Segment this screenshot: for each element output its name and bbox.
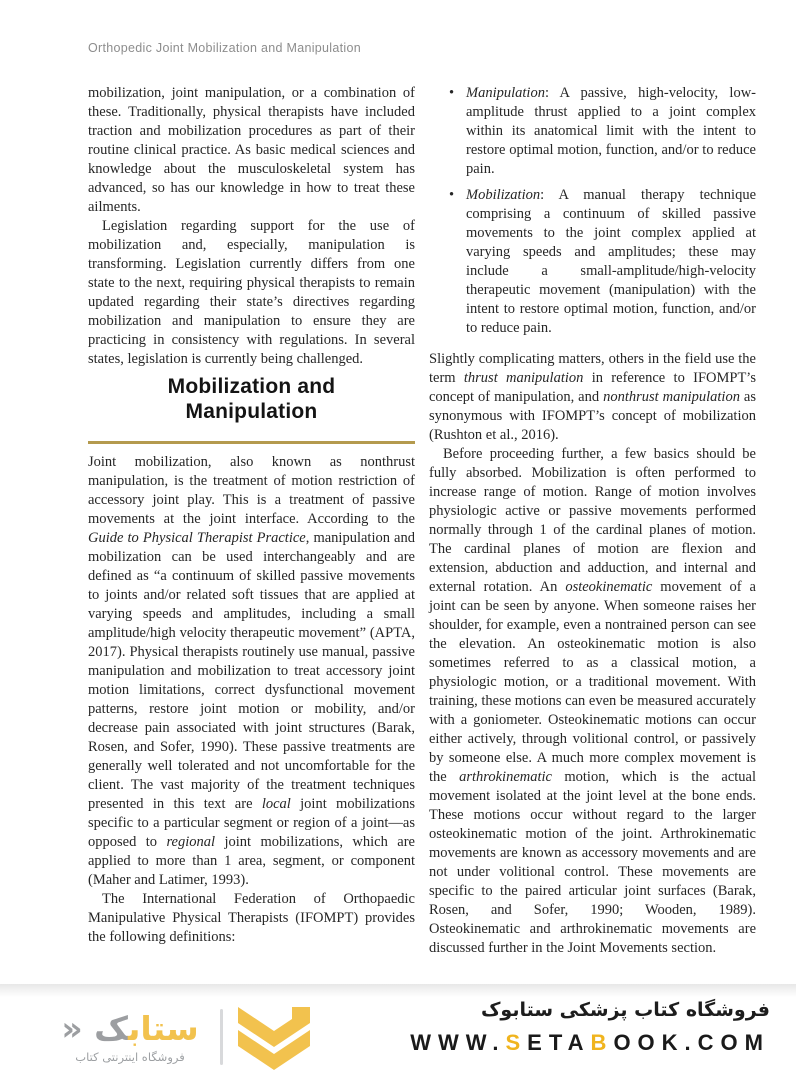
paragraph: The International Federation of Orthopaedic Manipulative Physical Therapists (IFOMPT) provides the following definitions: <box>88 891 415 946</box>
page-edge-shadow <box>0 984 796 997</box>
definition-item-manipulation <box>449 84 756 179</box>
section-heading <box>88 374 415 424</box>
paragraph: mobilization, joint manipulation, or a combination of these. Traditionally, physical therapists have included traction and mobilization procedures as part of their routine clinical practice. As basic medical sciences and knowledge about the musculoskeletal system has advanced, so has our knowledge in how to treat these ailments. <box>88 85 415 215</box>
section-heading-line2: Manipulation <box>185 400 318 423</box>
definition-text: Manipulation: A passive, high-velocity, low-amplitude thrust applied to a joint complex within its anatomical limit with the intent to restore optimal motion, function, and/or to reduce pain. <box>466 85 756 177</box>
paragraph: Before proceeding further, a few basics should be fully absorbed. Mobilization is often performed to increase range of motion. Range of motion involves physiologic active or passive movements performed normally through 1 of the cardinal planes of motion. The cardinal planes of motion are flexion and extension, abduction and adduction, and internal and external rotation. An osteokinematic movement of a joint can be seen by anyone. When someone raises her shoulder, for example, even a nontrained person can see the elevation. An osteokinematic motion is also sometimes referred to as a classical motion, a physiologic motion, or a traditional movement. With training, these motions can even be measured accurately with a goniometer. Osteokinematic motions can occur either actively, through volitional control, or passively by someone else. A much more complex movement is the arthrokinematic motion, which is the actual movement isolated at the joint level at the bone ends. These motions occur without regard to the larger osteokinematic motion of the joint. Arthrokinematic movements are known as accessory movements and are not under volitional control. These movements are specific to the paired articular joint surfaces (Barak, Rosen, and Sofer, 1990; Wooden, 1989). Osteokinematic and arthrokinematic movements are discussed further in the Joint Movements section. <box>429 446 756 956</box>
website-url: WWW.SETABOOK.COM <box>410 1030 770 1055</box>
right-column <box>429 84 756 958</box>
bullet-icon: • <box>449 187 455 203</box>
setabook-logo <box>50 1004 313 1070</box>
logo-wordmark: ستابک « <box>61 1008 199 1048</box>
two-column-text <box>88 84 756 958</box>
section-heading-line1: Mobilization and <box>167 375 336 398</box>
logo-tagline: فروشگاه اینترنتی کتاب <box>75 1049 185 1064</box>
running-head: Orthopedic Joint Mobilization and Manipulation <box>88 41 361 55</box>
store-name-persian: فروشگاه کتاب پزشکی ستابوک <box>480 999 770 1021</box>
heading-rule <box>88 441 415 444</box>
paragraph: Legislation regarding support for the use of mobilization and, especially, manipulation is transforming. Legislation currently differs from one state to the next, requiring physical therapists to remain updated regarding their state’s directives regarding mobilization and manipulation to ensure they are practicing in consistency with regulations. In several states, legislation is currently being challenged. <box>88 218 415 367</box>
logo-separator <box>220 1009 223 1065</box>
left-column <box>88 84 415 958</box>
definitions-list <box>429 84 756 338</box>
paragraph: Joint mobilization, also known as nonthrust manipulation, is the treatment of motion restriction of accessory joint play. This is a treatment of passive movements at the joint interface. According to the Guide to Physical Therapist Practice, manipulation and mobilization can be used interchangeably and are defined as “a continuum of skilled passive movements to joints and/or related soft tissues that are applied at varying speeds and amplitudes, including a small amplitude/high velocity therapeutic movement” (APTA, 2017). Physical therapists routinely use manual, passive manipulation and mobilization to treat accessory joint motion limitations, correct dysfunctional movement patterns, restore joint motion or mobility, and/or decrease pain associated with joint structures (Barak, Rosen, and Sofer, 1990). These passive treatments are generally well tolerated and not uncomfortable for the client. The vast majority of the treatment techniques presented in this text are local joint mobilizations specific to a particular segment or region of a joint—as opposed to regional joint mobilizations, which are applied to more than 1 area, segment, or component (Maher and Latimer, 1993). <box>88 454 415 889</box>
definition-item-mobilization <box>449 186 756 338</box>
chevron-logo-icon <box>235 1004 313 1070</box>
paragraph: Slightly complicating matters, others in the field use the term thrust manipulation in reference to IFOMPT’s concept of manipulation, and nonthrust manipulation as synonymous with IFOMPT’s concept of mobilization (Rushton et al., 2016). <box>429 351 756 443</box>
definition-text: Mobilization: A manual therapy technique comprising a continuum of skilled passive movements to the joint complex applied at varying speeds and amplitudes; these may include a small-amplitude/high-velocity therapeutic movement (manipulation) with the intent to restore optimal motion, function, and/or to reduce pain. <box>466 187 756 336</box>
footer-store-info <box>410 999 770 1056</box>
bullet-icon: • <box>449 85 455 101</box>
logo-wordmark-block <box>50 1008 210 1064</box>
